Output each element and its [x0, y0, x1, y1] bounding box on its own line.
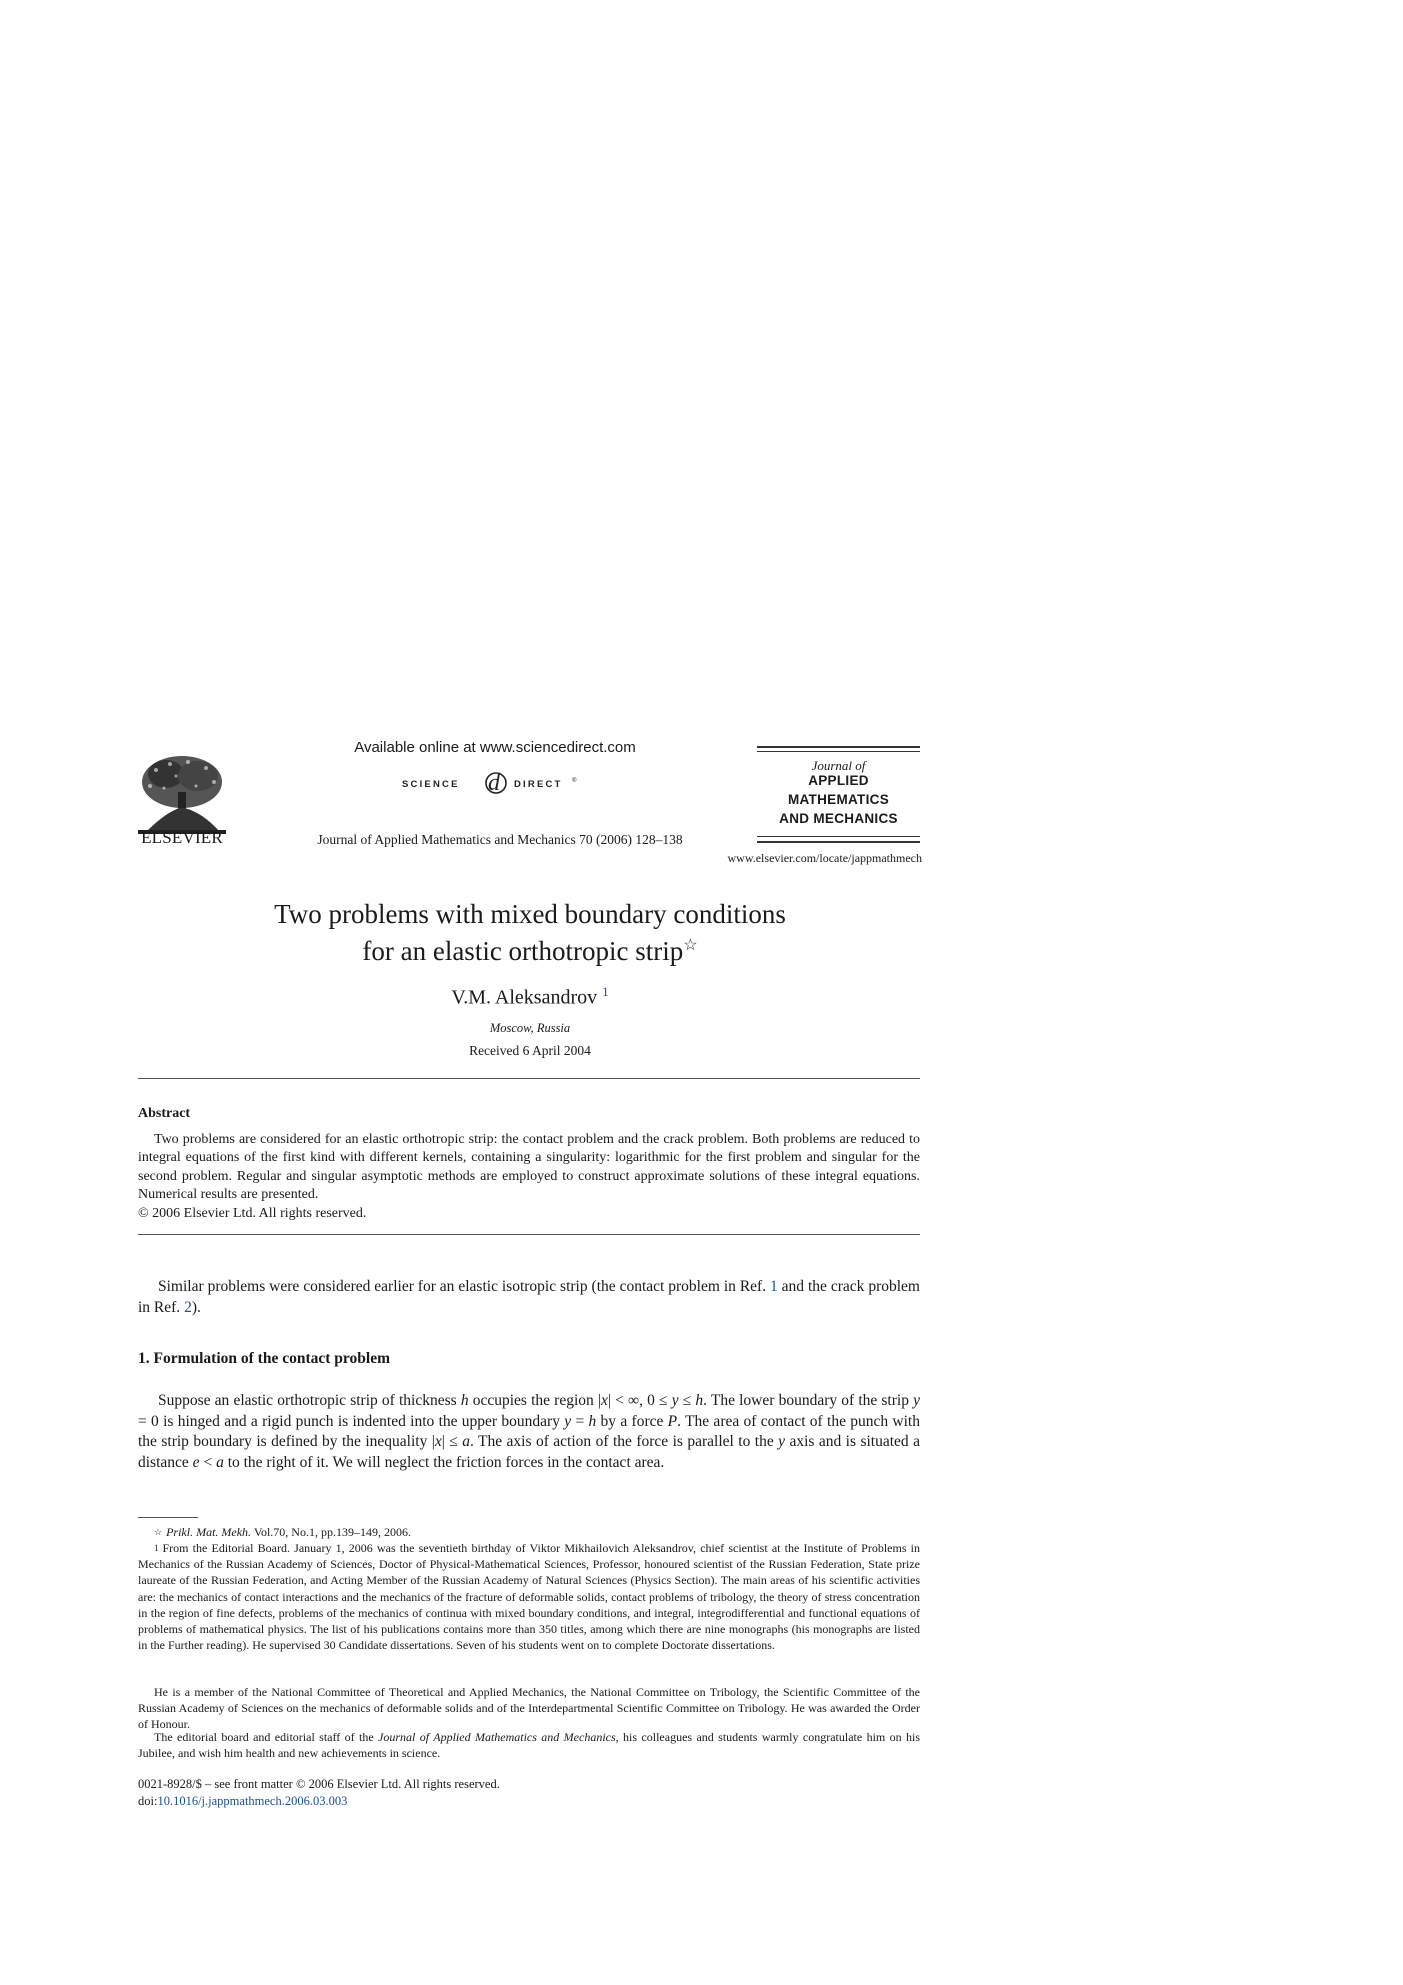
abstract-heading: Abstract	[138, 1106, 191, 1121]
journal-script-line: Journal of	[811, 758, 866, 773]
journal-line-mechanics: AND MECHANICS	[779, 811, 898, 826]
footnote-star: ☆ Prikl. Mat. Mekh. Vol.70, No.1, pp.139–149, 2006.	[154, 1525, 411, 1539]
journal-citation: Journal of Applied Mathematics and Mechanics 70 (2006) 128–138	[317, 832, 683, 847]
science-direct-logo	[400, 760, 600, 804]
elsevier-wordmark: ELSEVIER	[141, 828, 223, 847]
section-1-paragraph: Suppose an elastic orthotropic strip of thickness h occupies the region |x| < ∞, 0 ≤ y ≤ h. The lower boundary of the strip y = 0 is hinged and a rigid punch is indented into the upper boundary y = h by a force P. The area of contact of the punch with the strip boundary is defined by the inequality |x| ≤ a. The axis of action of the force is parallel to the y axis and is situated a distance e < a to the right of it. We will neglect the friction forces in the contact area.	[138, 1392, 920, 1471]
registered-mark: ®	[572, 778, 577, 784]
journal-line-applied: APPLIED	[808, 773, 869, 788]
journal-line-mathematics: MATHEMATICS	[787, 792, 890, 807]
doi-link[interactable]: 10.1016/j.jappmathmech.2006.03.003	[157, 1794, 348, 1808]
author-name: V.M. Aleksandrov	[451, 986, 598, 1009]
abstract-text: Two problems are considered for an elastic orthotropic strip: the contact problem and the crack problem. Both problems are reduced to integral equations of the first kind with different kernels, containing a singularity: logarithmic for the first problem and singular for the second problem. Regular and singular asymptotic methods are employed to construct approximate solutions of these integral equations. Numerical results are presented.	[138, 1132, 920, 1202]
title-line-1: Two problems with mixed boundary conditions	[274, 899, 786, 929]
available-online-text[interactable]: Available online at www.sciencedirect.com	[354, 739, 636, 756]
abstract-bottom-rule	[138, 1234, 920, 1235]
journal-homepage-link[interactable]: www.elsevier.com/locate/jappmathmech	[727, 851, 922, 865]
intro-paragraph: Similar problems were considered earlier for an elastic isotropic strip (the contact problem in Ref. 1 and the crack problem in Ref. 2).	[138, 1278, 920, 1316]
footnote-1-paragraph-3: The editorial board and editorial staff of the Journal of Applied Mathematics and Mechanics, his colleagues and students warmly congratulate him on his Jubilee, and wish him health and new achievements in science.	[138, 1730, 920, 1761]
footnote-1: $^1$ From the Editorial Board. January 1, 2006 was the seventieth birthday of Viktor Mikhailovich Aleksandrov, chief scientist at the Institute of Problems in Mechanics of the Russian Academy of Sciences, Doctor of Physical-Mathematical Sciences, Professor, honoured scientist of the Russian Federation, State prize laureate of the Russian Federation, and Acting Member of the Russian Academy of Natural Sciences (Physics Section). The main areas of his scientific activities are: the mechanics of contact interactions and the mechanics of the fracture of deformable solids, contact problems of tribology, the theory of stress concentration in the region of fine defects, problems of the mechanics of continua with mixed boundary conditions, and integral, integrodifferential and functional equations of problems of mathematical physics. The list of his publications contains more than 350 titles, among which there are nine monographs (his monographs are listed in the Further reading). He supervised 30 Candidate dissertations. Seven of his students went on to complete Doctorate dissertations.	[138, 1541, 920, 1653]
science-direct-left-text: SCIENCE	[402, 779, 460, 790]
footnote-rule	[138, 1517, 198, 1518]
footnote-1-paragraph-2: He is a member of the National Committee of Theoretical and Applied Mechanics, the National Committee on Tribology, the Scientific Committee of the Russian Academy of Sciences on the mechanics of deformable solids and of the Interdepartmental Scientific Committee on Tribology. He was awarded the Order of Honour.	[138, 1685, 920, 1732]
author-line	[300, 984, 760, 1010]
doi-line: doi:10.1016/j.jappmathmech.2006.03.003	[138, 1794, 348, 1808]
title-line-2: for an elastic orthotropic strip	[362, 936, 684, 966]
footnote-1-mark: 1	[154, 1543, 159, 1553]
received-date: Received 6 April 2004	[469, 1043, 591, 1058]
issn-line: 0021-8928/$ – see front matter © 2006 Elsevier Ltd. All rights reserved.	[138, 1777, 500, 1791]
reference-link-1[interactable]: 1	[770, 1278, 778, 1295]
abstract-top-rule	[138, 1078, 920, 1079]
section-heading: 1. Formulation of the contact problem	[138, 1350, 390, 1367]
reference-link-2[interactable]: 2	[184, 1298, 192, 1316]
title-footnote-mark[interactable]: ☆	[683, 937, 698, 954]
journal-title-box	[757, 746, 920, 844]
footnote-star-mark: ☆	[154, 1527, 163, 1537]
article-title	[200, 898, 860, 967]
svg-text:d: d	[488, 770, 500, 796]
affiliation: Moscow, Russia	[489, 1021, 571, 1035]
author-footnote-mark[interactable]: 1	[602, 984, 609, 999]
abstract-copyright: © 2006 Elsevier Ltd. All rights reserved.	[138, 1206, 367, 1221]
science-direct-right-text: DIRECT	[514, 779, 563, 790]
